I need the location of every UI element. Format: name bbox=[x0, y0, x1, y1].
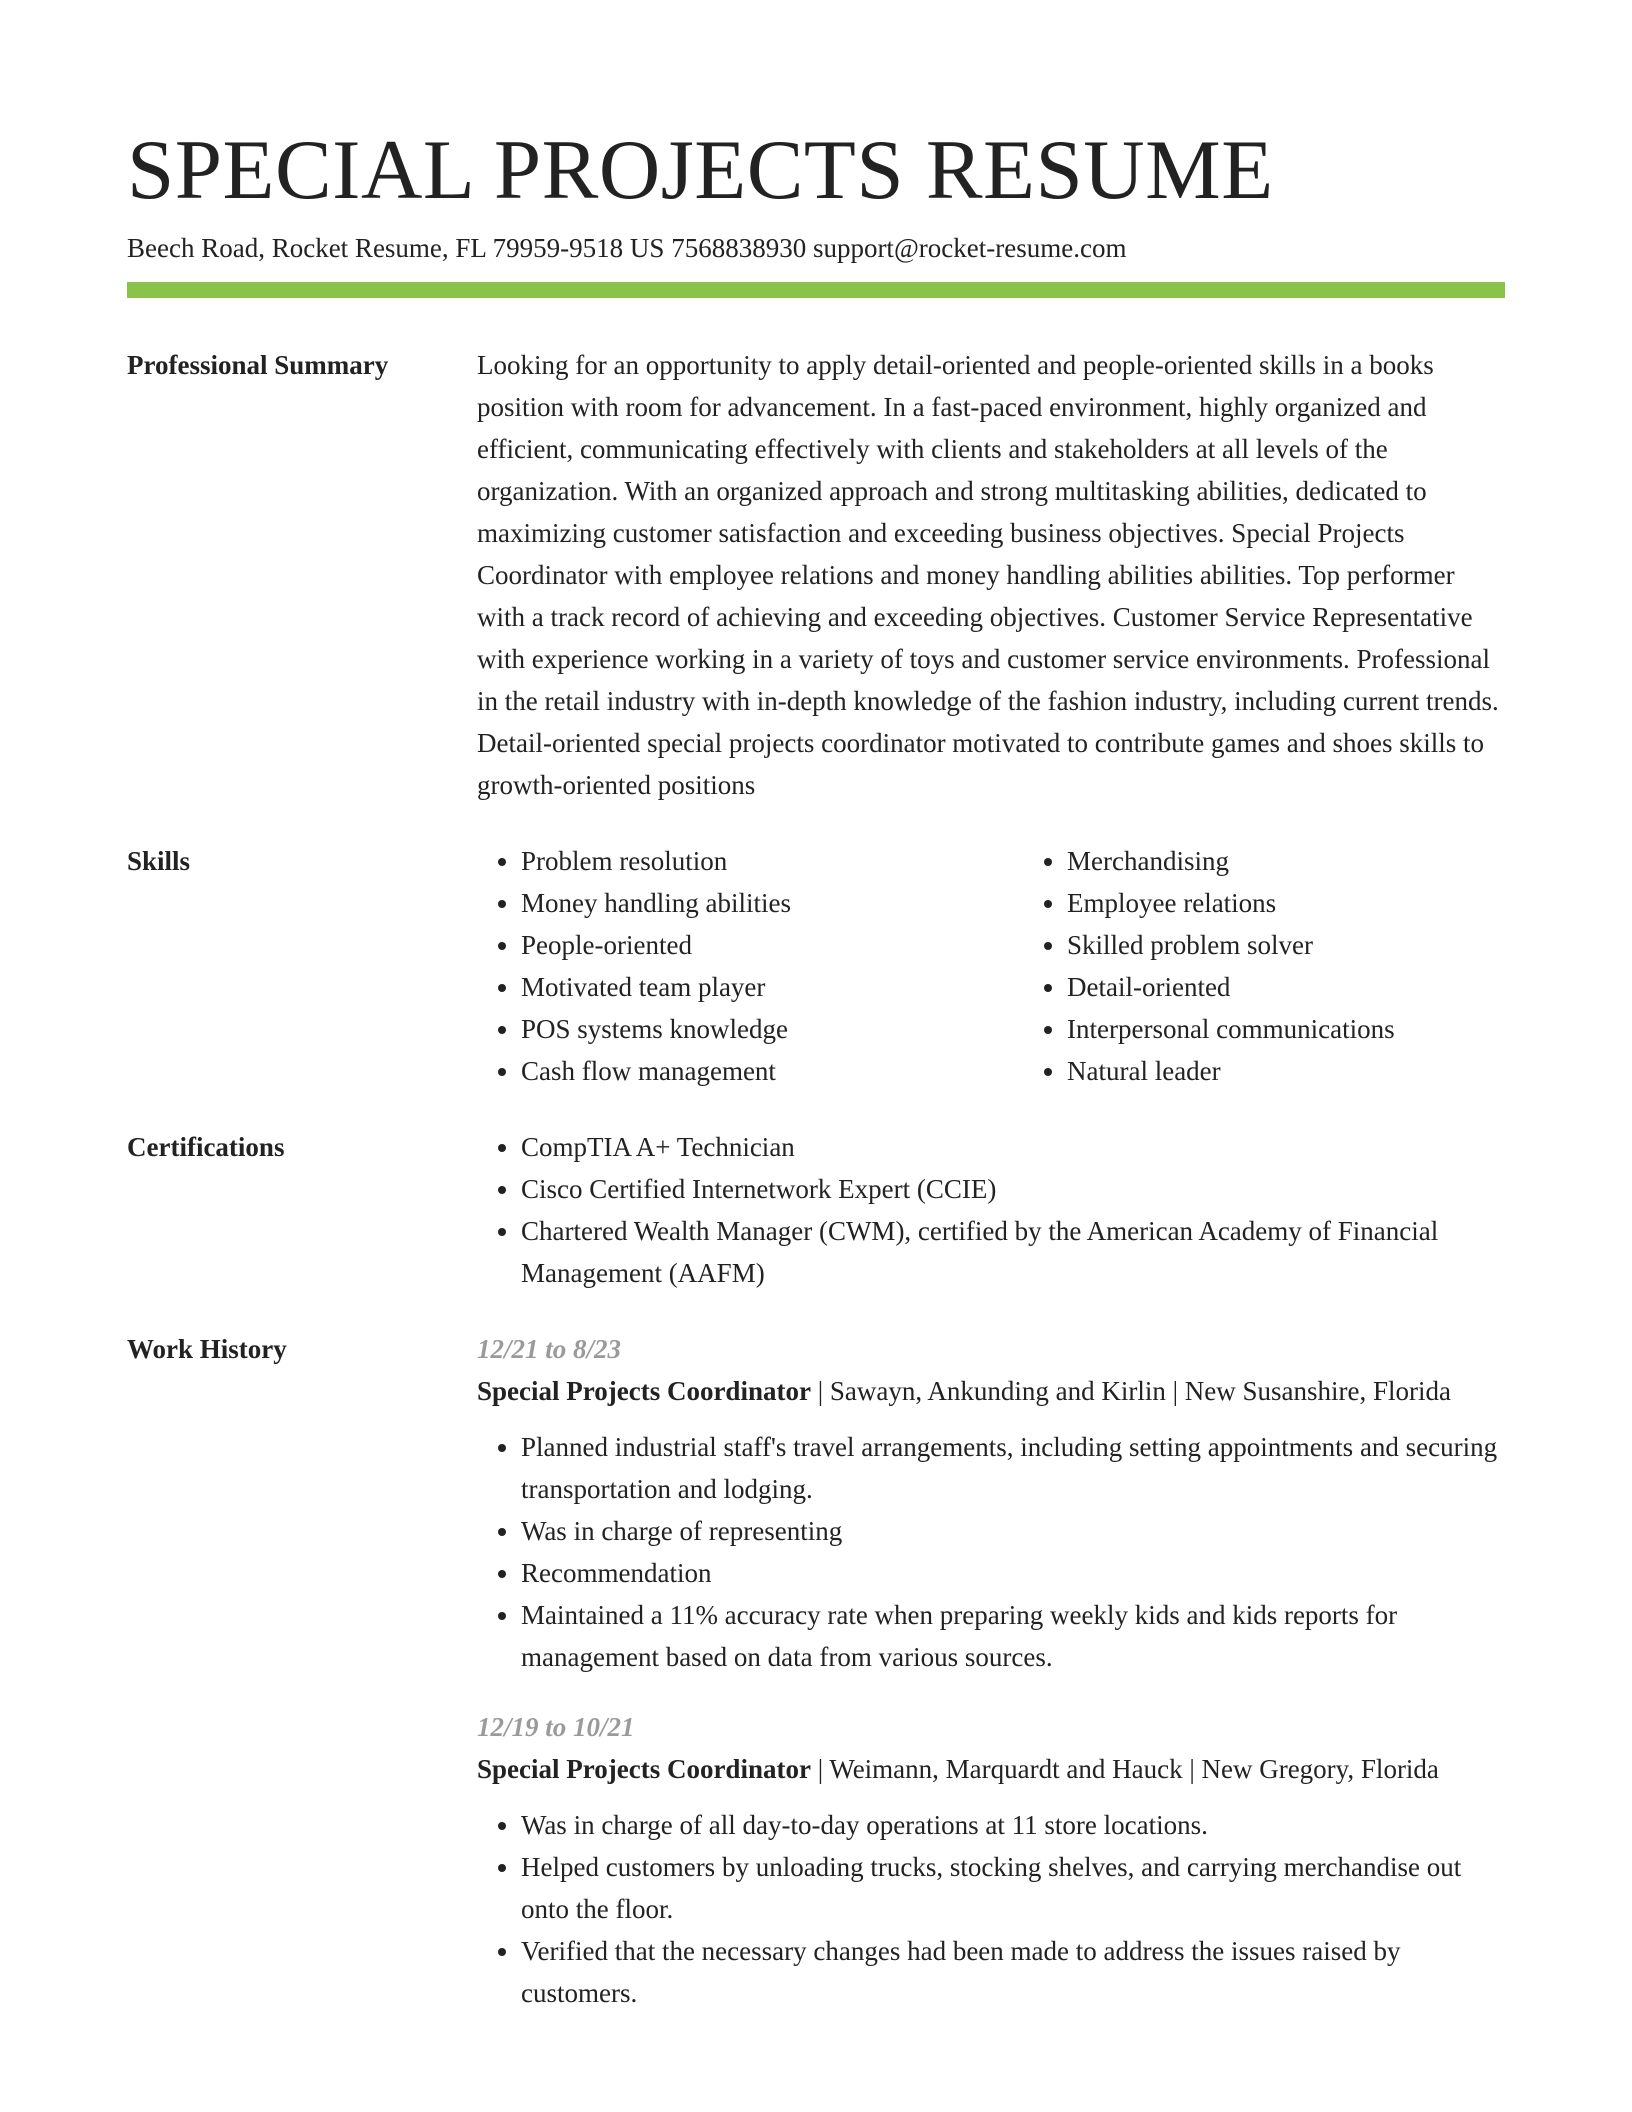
skill-item: • People-oriented bbox=[521, 924, 1023, 966]
job-heading bbox=[477, 1748, 1505, 1790]
certifications-list bbox=[477, 1126, 1505, 1294]
job-bullets bbox=[477, 1426, 1505, 1678]
job-entry bbox=[477, 1706, 1505, 2014]
job-title: Special Projects Coordinator bbox=[477, 1754, 811, 1784]
resume-title: SPECIAL PROJECTS RESUME bbox=[127, 123, 1274, 217]
skill-item: • Employee relations bbox=[1067, 882, 1505, 924]
job-details: | Sawayn, Ankunding and Kirlin | New Susanshire, Florida bbox=[810, 1376, 1451, 1406]
job-bullet: • Maintained a 11% accuracy rate when preparing weekly kids and kids reports for management based on data from various sources. bbox=[521, 1594, 1505, 1678]
job-dates: 12/21 to 8/23 bbox=[477, 1334, 622, 1364]
skills-heading: Skills bbox=[127, 846, 191, 876]
skill-item: • Merchandising bbox=[1067, 840, 1505, 882]
summary-section bbox=[127, 344, 1505, 806]
skill-item: • Cash flow management bbox=[521, 1050, 1023, 1092]
skill-item: • Natural leader bbox=[1067, 1050, 1505, 1092]
summary-text: Looking for an opportunity to apply detail-oriented and people-oriented skills in a books position with room for advancement. In a fast-paced environment, highly organized and efficient, communicating effectively with clients and stakeholders at all levels of the organization. With an organized approach and strong multitasking abilities, dedicated to maximizing customer satisfaction and exceeding business objectives. Special Projects Coordinator with employee relations and money handling abilities abilities. Top performer with a track record of achieving and exceeding objectives. Customer Service Representative with experience working in a variety of toys and customer service environments. Professional in the retail industry with in-depth knowledge of the fashion industry, including current trends. Detail-oriented special projects coordinator motivated to contribute games and shoes skills to growth-oriented positions bbox=[477, 350, 1499, 800]
certification-item: • Cisco Certified Internetwork Expert (CCIE) bbox=[521, 1168, 1505, 1210]
job-title: Special Projects Coordinator bbox=[477, 1376, 811, 1406]
job-bullet: • Was in charge of all day-to-day operations at 11 store locations. bbox=[521, 1804, 1505, 1846]
contact-phone: 7568838930 bbox=[671, 233, 807, 263]
job-heading bbox=[477, 1370, 1505, 1412]
skill-item: • Motivated team player bbox=[521, 966, 1023, 1008]
skill-item: • POS systems knowledge bbox=[521, 1008, 1023, 1050]
work-history-heading: Work History bbox=[127, 1334, 287, 1364]
skills-list-right bbox=[1023, 840, 1505, 1092]
skills-section bbox=[127, 840, 1505, 1092]
job-bullet: • Was in charge of representing bbox=[521, 1510, 1505, 1552]
contact-address: Beech Road, Rocket Resume, FL 79959-9518 US bbox=[127, 233, 665, 263]
job-entry bbox=[477, 1328, 1505, 1678]
summary-heading: Professional Summary bbox=[127, 350, 389, 380]
job-bullets bbox=[477, 1804, 1505, 2014]
certification-item: • CompTIA A+ Technician bbox=[521, 1126, 1505, 1168]
skill-item: • Skilled problem solver bbox=[1067, 924, 1505, 966]
skill-item: • Interpersonal communications bbox=[1067, 1008, 1505, 1050]
job-bullet: • Helped customers by unloading trucks, stocking shelves, and carrying merchandise out onto the floor. bbox=[521, 1846, 1505, 1930]
job-bullet: • Planned industrial staff's travel arrangements, including setting appointments and securing transportation and lodging. bbox=[521, 1426, 1505, 1510]
job-bullet: • Verified that the necessary changes had been made to address the issues raised by customers. bbox=[521, 1930, 1505, 2014]
certification-item: • Chartered Wealth Manager (CWM), certified by the American Academy of Financial Management (AAFM) bbox=[521, 1210, 1505, 1294]
skill-item: • Detail-oriented bbox=[1067, 966, 1505, 1008]
skill-item: • Problem resolution bbox=[521, 840, 1023, 882]
skill-item: • Money handling abilities bbox=[521, 882, 1023, 924]
contact-line bbox=[127, 230, 1505, 266]
contact-email: support@rocket-resume.com bbox=[812, 233, 1127, 263]
skills-list-left bbox=[477, 840, 1023, 1092]
work-history-section bbox=[127, 1328, 1505, 2042]
header-divider bbox=[127, 282, 1505, 298]
job-dates: 12/19 to 10/21 bbox=[477, 1712, 635, 1742]
job-bullet: • Recommendation bbox=[521, 1552, 1505, 1594]
certifications-heading: Certifications bbox=[127, 1132, 285, 1162]
certifications-section bbox=[127, 1126, 1505, 1294]
job-details: | Weimann, Marquardt and Hauck | New Gregory, Florida bbox=[810, 1754, 1439, 1784]
